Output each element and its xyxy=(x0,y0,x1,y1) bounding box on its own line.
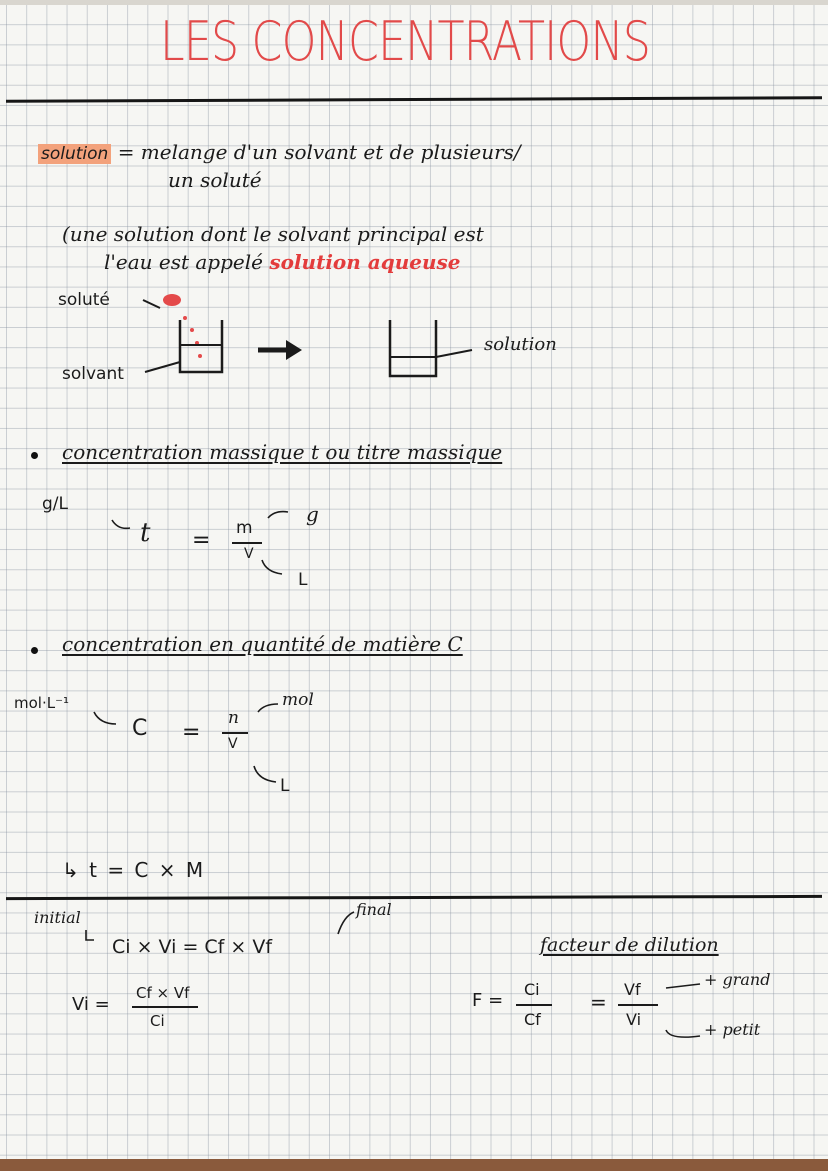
section-1-heading: concentration massique t ou titre massique xyxy=(62,440,503,464)
f-equals: = xyxy=(590,990,607,1014)
f-lhs: F = xyxy=(472,990,504,1011)
section-2-lhs: C xyxy=(132,716,148,741)
definition-text: = melange d'un solvant et de plusieurs/ xyxy=(117,140,521,164)
smaller-label: + petit xyxy=(704,1020,761,1039)
section-2-heading: concentration en quantité de matière C xyxy=(62,632,463,656)
section-1-denominator-unit: L xyxy=(298,570,308,590)
f-numerator-1: Ci xyxy=(524,980,540,999)
initial-label: initial xyxy=(34,908,81,927)
solvent-label: solvant xyxy=(62,364,124,384)
final-label: final xyxy=(356,900,392,919)
f-denominator-1: Cf xyxy=(524,1010,541,1029)
section-1-numerator-unit: g xyxy=(306,502,319,526)
dilution-equation: Ci × Vi = Cf × Vf xyxy=(112,936,273,958)
note-line-1: (une solution dont le solvant principal est xyxy=(62,222,484,246)
bullet-2 xyxy=(31,647,38,654)
vi-denominator: Ci xyxy=(150,1012,165,1030)
f-denominator-2: Vi xyxy=(626,1010,642,1029)
f-fraction-bar-2 xyxy=(618,1004,658,1006)
solution-term: solution xyxy=(38,144,111,164)
vi-lhs: Vi = xyxy=(72,994,110,1015)
section-1-fraction-bar xyxy=(232,542,262,544)
section-1-denominator: V xyxy=(244,546,254,562)
solute-drop-icon xyxy=(163,294,181,306)
page-title: LES CONCENTRATIONS xyxy=(160,10,651,73)
section-2-denominator: V xyxy=(228,736,238,752)
section-2-numerator-unit: mol xyxy=(282,690,314,710)
bigger-label: + grand xyxy=(704,970,771,989)
section-2-equals: = xyxy=(182,720,201,745)
section-1-unit: g/L xyxy=(42,494,68,514)
vi-numerator: Cf × Vf xyxy=(136,984,190,1002)
relation-formula: ↳ t = C × M xyxy=(62,858,206,882)
solute-label: soluté xyxy=(58,290,110,310)
beaker-solution-icon xyxy=(390,320,436,376)
f-numerator-2: Vf xyxy=(624,980,641,999)
paper-bottom-edge xyxy=(0,1159,828,1171)
bullet-1 xyxy=(31,452,38,459)
aqueous-solution-term: solution aqueuse xyxy=(269,250,461,274)
solution-label: solution xyxy=(484,334,557,355)
definition-line-2: un soluté xyxy=(168,168,262,192)
dilution-factor-heading: facteur de dilution xyxy=(540,934,719,956)
note-line-2-text: l'eau est appelé xyxy=(104,250,263,274)
section-2-numerator: n xyxy=(228,708,239,728)
section-2-unit: mol·L⁻¹ xyxy=(14,694,70,712)
section-1-lhs: t xyxy=(140,518,151,548)
vi-fraction-bar xyxy=(132,1006,198,1008)
section-1-equals: = xyxy=(192,528,211,553)
f-fraction-bar-1 xyxy=(516,1004,552,1006)
section-2-fraction-bar xyxy=(222,732,248,734)
section-1-numerator: m xyxy=(236,518,253,538)
section-2-denominator-unit: L xyxy=(280,776,290,796)
